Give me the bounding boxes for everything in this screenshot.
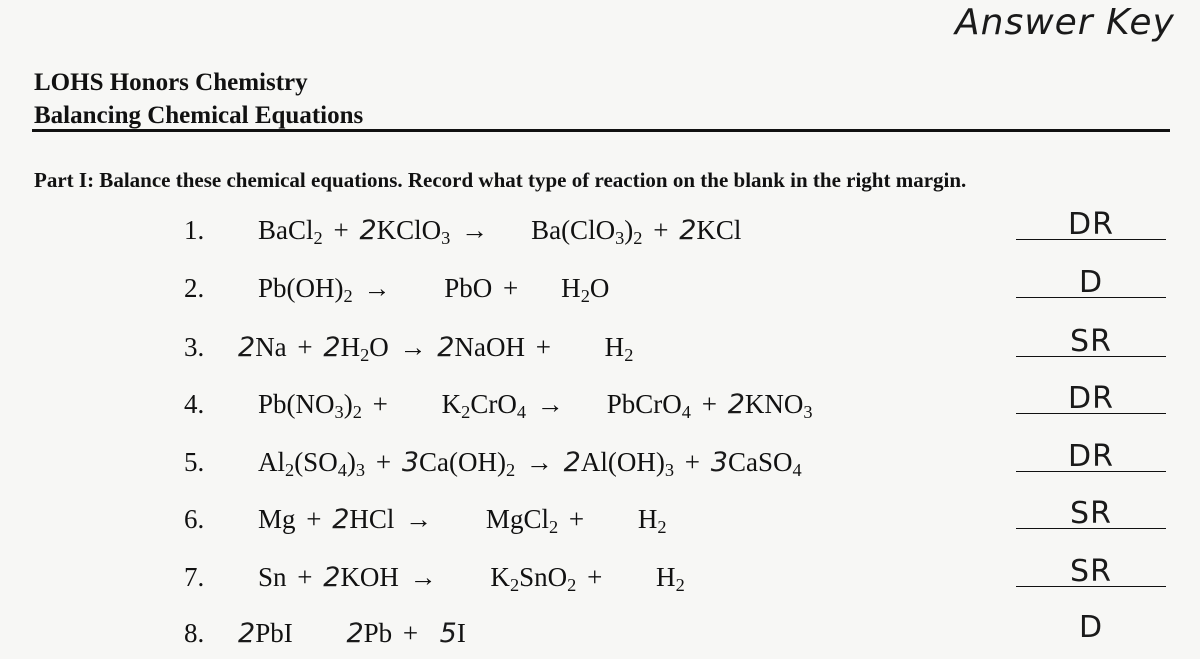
- equation-6: Mg + 2HCl → MgCl$_2$ + $H_2$: [258, 504, 667, 538]
- title-rule: [32, 129, 1170, 132]
- coefficient: 2: [323, 332, 341, 363]
- reaction-type-answer: D: [1078, 265, 1104, 300]
- coefficient: 2: [679, 215, 697, 246]
- problem-row-6: [0, 494, 1200, 544]
- reaction-type-answer: SR: [1070, 496, 1112, 531]
- problem-number: 8.: [184, 618, 205, 648]
- answer-blank: [1016, 356, 1166, 357]
- part-one-instructions: Part I: Balance these chemical equations. Record what type of reaction on the blank in the right margin.: [34, 168, 967, 192]
- problem-number: 7.: [184, 562, 205, 592]
- equation-1: BaCl$_2$ + 2KClO$_3$ → $Ba(ClO_3)_2 + 2KCl$: [258, 215, 742, 249]
- problem-row-4: [0, 379, 1200, 429]
- course-title: LOHS Honors Chemistry: [34, 69, 308, 96]
- problem-number: 1.: [184, 215, 205, 245]
- coefficient: 2: [238, 618, 256, 649]
- coefficient: 3: [710, 447, 728, 478]
- problem-row-2: [0, 263, 1200, 313]
- reaction-type-answer: DR: [1068, 207, 1114, 242]
- coefficient: 2: [332, 504, 350, 535]
- coefficient: 2: [437, 332, 455, 363]
- coefficient: 2: [727, 389, 745, 420]
- coefficient: 2: [359, 215, 377, 246]
- equation-8: 2PbI 2Pb + 5I: [238, 618, 466, 649]
- equation-3: $2Na + 2H_2O$ → 2NaOH + $H_2$: [238, 332, 634, 366]
- coefficient: 3: [401, 447, 419, 478]
- answer-blank: [1016, 239, 1166, 240]
- equation-7: Sn + 2KOH → $K_2SnO_2$ + $H_2$: [258, 562, 685, 596]
- problem-number: 3.: [184, 332, 205, 362]
- coefficient: 2: [563, 447, 581, 478]
- problem-number: 2.: [184, 273, 205, 303]
- answer-blank: [1016, 528, 1166, 529]
- reaction-type-answer: SR: [1070, 554, 1112, 589]
- reaction-type-answer: SR: [1070, 324, 1112, 359]
- answer-blank: [1016, 413, 1166, 414]
- answer-blank: [1016, 586, 1166, 587]
- worksheet-title: Balancing Chemical Equations: [34, 102, 364, 129]
- answer-blank: [1016, 297, 1166, 298]
- reaction-type-answer: DR: [1068, 381, 1114, 416]
- equation-2: $Pb(OH)_2$ → PbO + $H_2O$: [258, 273, 610, 307]
- problem-number: 5.: [184, 447, 205, 477]
- problem-row-7: [0, 552, 1200, 602]
- equation-5: $Al_2(SO_4)_3 + 3Ca(OH)_2 \to 2Al(OH)_3$ + 3CaSO$_4$: [258, 447, 802, 481]
- coefficient: 2: [238, 332, 256, 363]
- problem-row-5: [0, 437, 1200, 487]
- problem-row-3: [0, 322, 1200, 372]
- reaction-type-answer: D: [1078, 610, 1104, 645]
- problem-row-8: [0, 602, 1200, 649]
- coefficient: 2: [346, 618, 364, 649]
- title-block: [34, 66, 363, 132]
- equation-4: $Pb(NO_3)_2$ + $K_2CrO_4$ → PbCrO$_4$ + $2KNO_3$: [258, 389, 813, 423]
- coefficient: 2: [323, 562, 341, 593]
- problem-row-1: [0, 205, 1200, 255]
- answer-blank: [1016, 471, 1166, 472]
- answer-key-handwritten: Answer Key: [955, 2, 1175, 43]
- problem-number: 4.: [184, 389, 205, 419]
- coefficient: 5: [439, 618, 457, 649]
- reaction-type-answer: DR: [1068, 439, 1114, 474]
- problem-number: 6.: [184, 504, 205, 534]
